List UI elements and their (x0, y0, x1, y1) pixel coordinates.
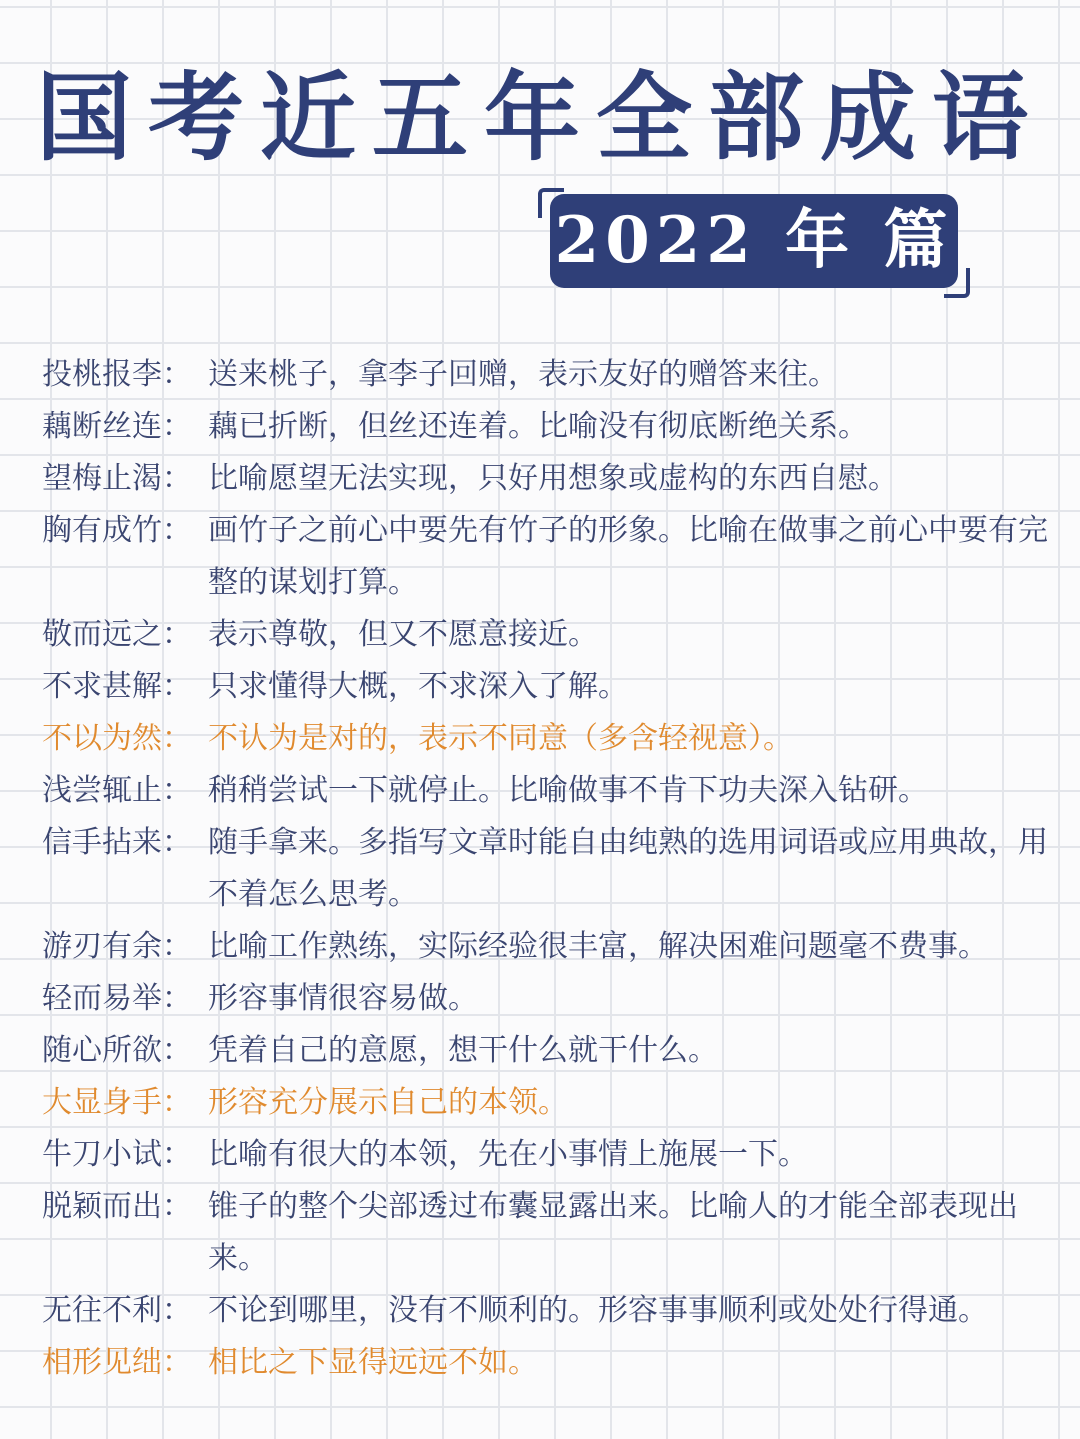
idiom-definition: 相比之下显得远远不如。 (208, 1345, 538, 1380)
idiom-entry (42, 1077, 1052, 1129)
idiom-entry (42, 505, 1052, 609)
idiom-term: 不以为然： (42, 721, 192, 756)
idiom-entry (42, 453, 1052, 505)
idiom-entry (42, 817, 1052, 921)
idiom-term: 胸有成竹： (42, 513, 192, 548)
idiom-definition: 凭着自己的意愿，想干什么就干什么。 (208, 1033, 718, 1068)
idiom-entry (42, 1285, 1052, 1337)
idiom-definition: 随手拿来。多指写文章时能自由纯熟的选用词语或应用典故，用不着怎么思考。 (208, 825, 1048, 912)
idiom-entry (42, 921, 1052, 973)
idiom-term: 随心所欲： (42, 1033, 192, 1068)
idiom-definition: 表示尊敬，但又不愿意接近。 (208, 617, 598, 652)
idiom-definition: 不认为是对的，表示不同意（多含轻视意）。 (208, 721, 793, 756)
idiom-definition: 不论到哪里，没有不顺利的。形容事事顺利或处处行得通。 (208, 1293, 988, 1328)
idiom-definition: 藕已折断，但丝还连着。比喻没有彻底断绝关系。 (208, 409, 868, 444)
idiom-definition: 形容事情很容易做。 (208, 981, 478, 1016)
idiom-entry (42, 713, 1052, 765)
idiom-entry (42, 973, 1052, 1025)
idiom-definition: 稍稍尝试一下就停止。比喻做事不肯下功夫深入钻研。 (208, 773, 928, 808)
idiom-list (42, 349, 1052, 1389)
idiom-term: 敬而远之： (42, 617, 192, 652)
idiom-term: 脱颖而出： (42, 1189, 192, 1224)
idiom-entry (42, 609, 1052, 661)
idiom-term: 信手拈来： (42, 825, 192, 860)
idiom-term: 藕断丝连： (42, 409, 192, 444)
idiom-definition: 比喻有很大的本领，先在小事情上施展一下。 (208, 1137, 808, 1172)
idiom-term: 轻而易举： (42, 981, 192, 1016)
idiom-entry (42, 661, 1052, 713)
idiom-definition: 送来桃子，拿李子回赠，表示友好的赠答来往。 (208, 357, 838, 392)
idiom-term: 牛刀小试： (42, 1137, 192, 1172)
idiom-entry (42, 401, 1052, 453)
idiom-definition: 比喻愿望无法实现，只好用想象或虚构的东西自慰。 (208, 461, 898, 496)
idiom-term: 望梅止渴： (42, 461, 192, 496)
idiom-definition: 只求懂得大概，不求深入了解。 (208, 669, 628, 704)
idiom-term: 大显身手： (42, 1085, 192, 1120)
year-badge-frame (538, 188, 970, 298)
idiom-term: 浅尝辄止： (42, 773, 192, 808)
idiom-term: 游刃有余： (42, 929, 192, 964)
idiom-entry (42, 349, 1052, 401)
idiom-entry (42, 1337, 1052, 1389)
idiom-entry (42, 1025, 1052, 1077)
idiom-entry (42, 1181, 1052, 1285)
page-title: 国考近五年全部成语 (36, 61, 1044, 174)
idiom-entry (42, 765, 1052, 817)
corner-bracket-decoration (944, 268, 970, 298)
idiom-definition: 形容充分展示自己的本领。 (208, 1085, 568, 1120)
idiom-term: 无往不利： (42, 1293, 192, 1328)
idiom-definition: 画竹子之前心中要先有竹子的形象。比喻在做事之前心中要有完整的谋划打算。 (208, 513, 1048, 600)
idiom-entry (42, 1129, 1052, 1181)
year-badge: 2022 年 篇 (550, 194, 958, 288)
idiom-term: 相形见绌： (42, 1345, 192, 1380)
idiom-term: 投桃报李： (42, 357, 192, 392)
idiom-definition: 锥子的整个尖部透过布囊显露出来。比喻人的才能全部表现出来。 (208, 1189, 1018, 1276)
idiom-definition: 比喻工作熟练，实际经验很丰富，解决困难问题毫不费事。 (208, 929, 988, 964)
idiom-term: 不求甚解： (42, 669, 192, 704)
